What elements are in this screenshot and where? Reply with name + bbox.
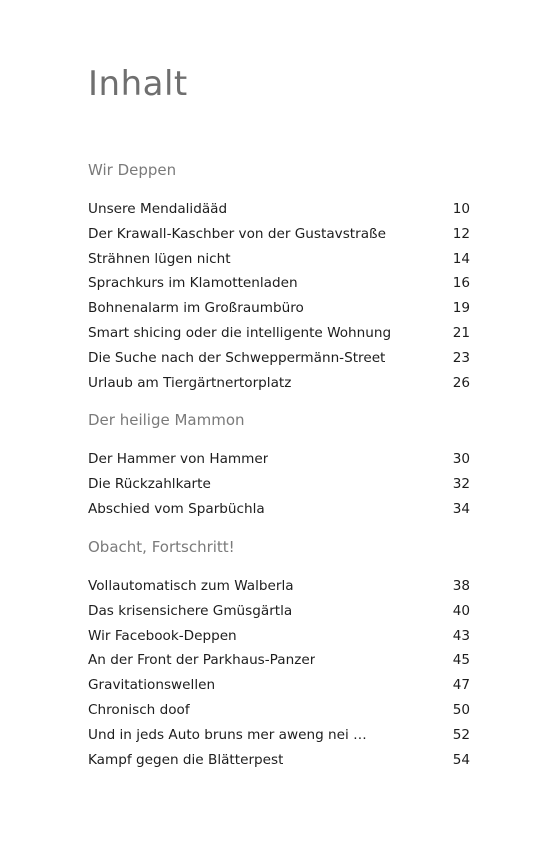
toc-section-wir-deppen: [88, 160, 470, 395]
entry-title: Die Suche nach der Schweppermänn-Street: [88, 349, 386, 366]
toc-entry[interactable]: [88, 321, 470, 346]
entry-title: Wir Facebook-Deppen: [88, 627, 237, 644]
entry-title: Sprachkurs im Klamottenladen: [88, 275, 298, 292]
entry-title: Bohnenalarm im Großraumbüro: [88, 300, 304, 317]
entry-page-number: 52: [452, 726, 470, 743]
toc-entry[interactable]: [88, 296, 470, 321]
entry-title: Kampf gegen die Blätterpest: [88, 751, 284, 768]
toc-entry[interactable]: [88, 748, 470, 773]
toc-entry[interactable]: [88, 648, 470, 673]
entry-page-number: 21: [452, 324, 470, 341]
toc-section-obacht-fortschritt: [88, 537, 470, 772]
entry-title: Vollautomatisch zum Walberla: [88, 578, 294, 594]
toc-entry[interactable]: [88, 346, 470, 371]
entry-page-number: 32: [452, 475, 470, 492]
entry-page-number: 12: [452, 225, 470, 242]
entry-title: Der Krawall-Kaschber von der Gustavstraße: [88, 225, 386, 242]
entry-page-number: 19: [452, 300, 470, 317]
toc-section-der-heilige-mammon: [88, 410, 470, 521]
entry-title: Die Rückzahlkarte: [88, 475, 211, 492]
entry-page-number: 23: [452, 349, 470, 366]
entry-page-number: 43: [452, 627, 470, 644]
entry-title: Und in jeds Auto bruns mer aweng nei …: [88, 726, 367, 743]
toc-entry[interactable]: [88, 497, 470, 522]
entry-page-number: 54: [452, 751, 470, 768]
section-heading: Obacht, Fortschritt!: [88, 538, 235, 556]
entry-title: Das krisensichere Gmüsgärtla: [88, 602, 293, 619]
page-title: Inhalt: [88, 64, 188, 104]
toc-entry[interactable]: [88, 723, 470, 748]
toc-entry[interactable]: [88, 599, 470, 624]
entry-page-number: 50: [452, 701, 470, 718]
entry-page-number: 47: [452, 677, 470, 694]
entry-title: Der Hammer von Hammer: [88, 451, 269, 467]
toc-entry[interactable]: [88, 247, 470, 272]
entry-title: Smart shicing oder die intelligente Wohnung: [88, 324, 392, 341]
entry-page-number: 45: [452, 652, 470, 669]
entry-title: Strähnen lügen nicht: [88, 250, 231, 267]
entry-page-number: 26: [452, 374, 470, 391]
entry-title: Chronisch doof: [88, 701, 190, 718]
toc-entry[interactable]: [88, 271, 470, 296]
toc-entry[interactable]: [88, 371, 470, 396]
entry-title: Urlaub am Tiergärtnertorplatz: [88, 374, 292, 391]
section-heading: Der heilige Mammon: [88, 411, 245, 429]
toc-entry[interactable]: [88, 624, 470, 649]
entry-title: An der Front der Parkhaus-Panzer: [88, 652, 316, 669]
entry-title: Unsere Mendalidääd: [88, 201, 228, 217]
toc-entry[interactable]: [88, 698, 470, 723]
toc-entry[interactable]: [88, 447, 470, 472]
entry-page-number: 30: [452, 451, 470, 467]
entry-page-number: 14: [452, 250, 470, 267]
entry-title: Abschied vom Sparbüchla: [88, 500, 265, 517]
entry-page-number: 34: [452, 500, 470, 517]
toc-entry[interactable]: [88, 673, 470, 698]
entry-page-number: 38: [452, 578, 470, 594]
toc-entry[interactable]: [88, 472, 470, 497]
entry-page-number: 10: [452, 201, 470, 217]
entry-page-number: 16: [452, 275, 470, 292]
section-heading: Wir Deppen: [88, 161, 177, 179]
entry-title: Gravitationswellen: [88, 677, 216, 694]
toc-entry[interactable]: [88, 574, 470, 599]
toc-entry[interactable]: [88, 197, 470, 222]
entry-page-number: 40: [452, 602, 470, 619]
toc-entry[interactable]: [88, 222, 470, 247]
